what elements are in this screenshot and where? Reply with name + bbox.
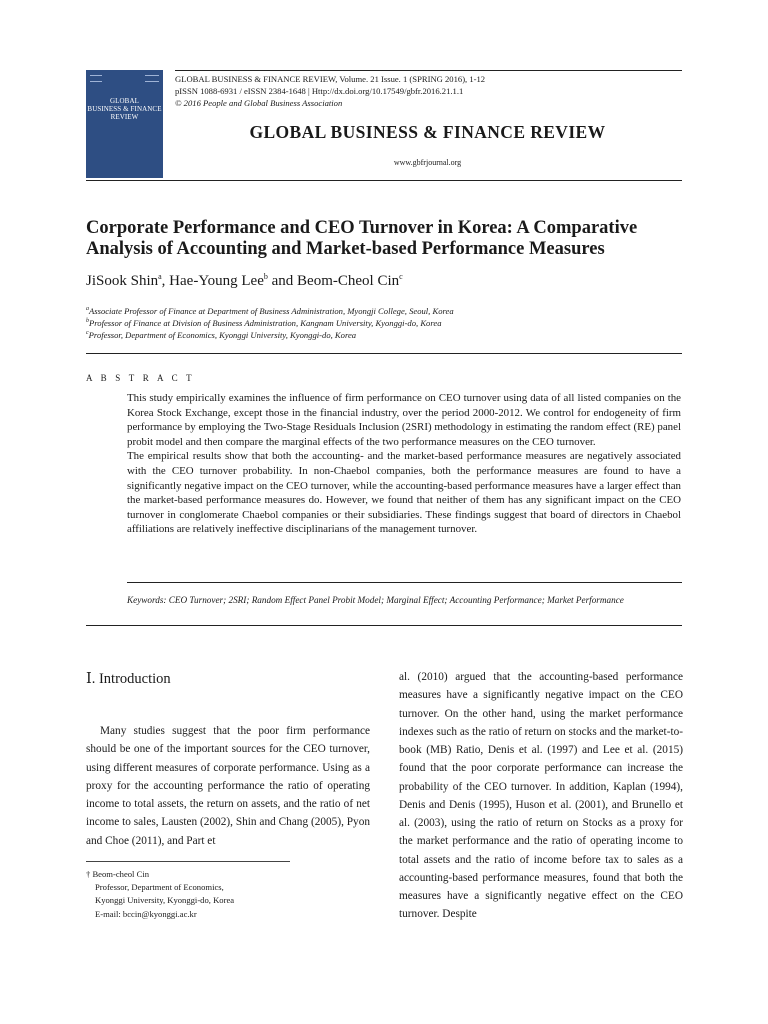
author-separator: , (161, 273, 170, 289)
footnote-rule (86, 861, 290, 862)
footnote-line: Professor, Department of Economics, (95, 882, 224, 893)
abstract-paragraph: The empirical results show that both the accounting- and the market-based performance measures are negatively associated with the CEO turnover probability. In non-Chaebol companies, both the performance measures are found to have a significantly negative impact on the CEO turnover, while the accounting-based performance measures have a larger effect than the market-based performance measures do. However, we found that neither of them has any significant impact on the CEO turnover in conglomerate Chaebol companies or their subsidiaries. These findings suggest that board of directors in Chaebol affiliations are relatively ineffective disciplinarians of the management turnover. (127, 450, 681, 536)
intro-right-column (399, 668, 683, 924)
author-mark: b (263, 272, 268, 281)
affiliation: $^c$Professor, Department of Economics, Kyonggi University, Kyonggi-do, Korea (86, 330, 357, 340)
cover-mark-right (145, 75, 159, 82)
keywords: Keywords: CEO Turnover; 2SRI; Random Effect Panel Probit Model; Marginal Effect; Accounting Performance; Market Performance (127, 595, 624, 605)
intro-paragraph: al. (2010) argued that the accounting-based performance measures have a significantly negative impact on the CEO turnover. On the other hand, using the market performance indexes such as the ratio of return on stocks and the market-to-book (MB) Ratio, Denis et al. (1997) and Lee et al. (2015) found that the poor corporate performance can increase the probability of the CEO turnover. In addition, Kaplan (1994), Denis and Denis (1995), Huson et al. (2001), and Brunello et al. (2003), using the ratio of return on Stocks as a proxy for the market performance and the ratio of operating income to total assets and the ratio of income before tax to sales as a accounting-based performance measures, found that both the measures have a significantly negative effect on the CEO turnover. Despite (399, 671, 683, 921)
author-name: Hae-Young Lee (169, 273, 264, 289)
copyright-line: © 2016 People and Global Business Association (175, 98, 343, 108)
abstract-body (127, 391, 681, 537)
footnote-line: Kyonggi University, Kyonggi-do, Korea (95, 895, 235, 906)
abstract-heading: A B S T R A C T (86, 373, 195, 383)
author-list (86, 273, 403, 290)
cover-mark-left (90, 75, 102, 82)
section-heading: Ⅰ. Introduction (86, 671, 171, 687)
author-mark: a (158, 272, 162, 281)
journal-issn-doi: pISSN 1088-6931 / eISSN 2384-1648 | Http://dx.doi.org/10.17549/gbfr.2016.21.1.1 (175, 86, 464, 96)
journal-url-link[interactable]: www.gbfrjournal.org (393, 158, 462, 167)
paper-title (86, 218, 706, 260)
corresponding-author-footnote (86, 868, 234, 921)
author-name: JiSook Shin (86, 273, 159, 289)
intro-paragraph: Many studies suggest that the poor firm performance should be one of the important sources for the CEO turnover, using different measures of corporate performance. Using as a proxy for the accounting performance the ratio of operating income to total assets, the return on assets, and the ratio of net income to sales, Lausten (2002), Shin and Chang (2005), Pyon and Choe (2011), and Part et (86, 725, 370, 847)
affiliation-rule (86, 353, 682, 354)
journal-cover-image (86, 70, 163, 178)
abstract-rule (127, 582, 682, 583)
header-bottom-rule (86, 180, 682, 181)
author-mark: c (399, 272, 403, 281)
paper-title-line: Analysis of Accounting and Market-based Performance Measures (86, 239, 605, 259)
paper-title-line: Corporate Performance and CEO Turnover in Korea: A Comparative (86, 218, 638, 238)
abstract-paragraph: This study empirically examines the influence of firm performance on CEO turnover using data of all listed companies on the Korea Stock Exchange, except those in the financial industry, over the period 2000-2012. We control for endogeneity of firm performance by employing the Two-Stage Residuals Inclusion (2SRI) methodology in estimating the random effect (RE) panel probit model and then compare the marginal effects of the two performance measures on the CEO turnover. (127, 392, 681, 448)
footnote-line: † Beom-cheol Cin (86, 869, 150, 879)
cover-title: GLOBAL BUSINESS & FINANCE REVIEW (87, 97, 162, 121)
header-top-rule (175, 70, 682, 71)
intro-left-column (86, 722, 370, 850)
affiliation: $^b$Professor of Finance at Division of Business Administration, Kangnam University, Kyonggi-do, Korea (86, 318, 442, 328)
author-name: Beom-Cheol Cin (297, 273, 400, 289)
keywords-rule (86, 625, 682, 626)
footnote-email[interactable]: E-mail: bccin@kyonggi.ac.kr (95, 908, 197, 919)
journal-title: GLOBAL BUSINESS & FINANCE REVIEW (249, 122, 606, 142)
journal-citation: GLOBAL BUSINESS & FINANCE REVIEW, Volume. 21 Issue. 1 (SPRING 2016), 1-12 (175, 74, 486, 84)
author-separator: and (267, 273, 298, 289)
affiliation: $^a$Associate Professor of Finance at Department of Business Administration, Myongji College, Seoul, Korea (86, 306, 454, 316)
